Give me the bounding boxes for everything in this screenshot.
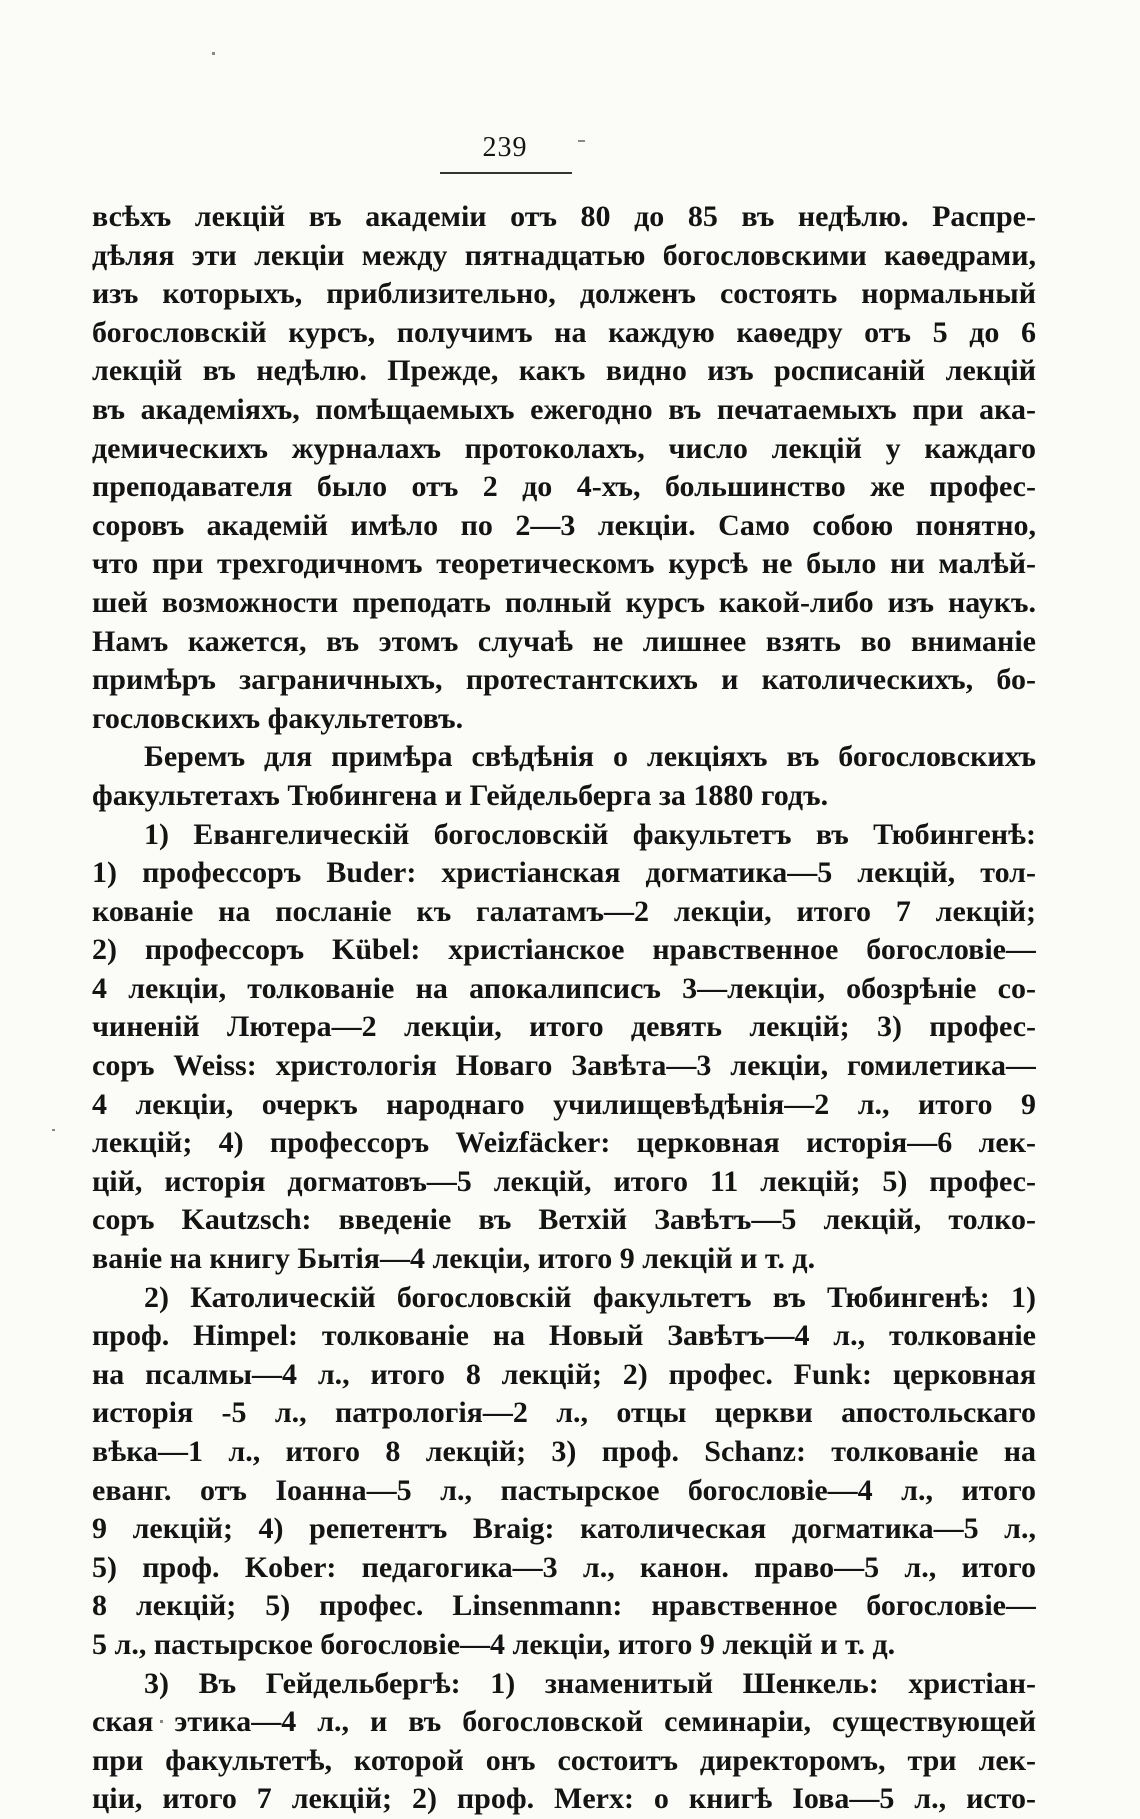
text-line: вѣка—1 л., итого 8 лекцій; 3) проф. Schanz: толкованіе на bbox=[92, 1435, 1036, 1468]
text-line: 2) Католическій богословскій факультетъ въ Тюбингенѣ: 1) bbox=[144, 1280, 1036, 1314]
text-line: факультетахъ Тюбингена и Гейдельберга за 1880 годъ. bbox=[92, 778, 829, 812]
paragraph-4 bbox=[92, 1279, 1036, 1665]
text-line: гословскихъ факультетовъ. bbox=[92, 701, 464, 735]
text-line: дѣляя эти лекціи между пятнадцатью богословскими каѳедрами, bbox=[92, 238, 1036, 272]
text-line: чиненій Лютера—2 лекціи, итого девять лекцій; 3) профес- bbox=[92, 1010, 1036, 1044]
text-line: богословскій курсъ, получимъ на каждую каѳедру отъ 5 до 6 bbox=[92, 315, 1036, 349]
text-line: 5 л., пастырское богословіе—4 лекціи, итого 9 лекцій и т. д. bbox=[92, 1627, 896, 1661]
text-line: соръ Kautzsch: введеніе въ Ветхій Завѣтъ—5 лекцій, толко- bbox=[92, 1203, 1036, 1237]
text-line: кованіе на посланіе къ галатамъ—2 лекціи, итого 7 лекцій; bbox=[92, 894, 1036, 928]
speck-mark bbox=[578, 140, 585, 142]
paragraph-1 bbox=[92, 198, 1036, 738]
paragraph-2 bbox=[92, 738, 1036, 815]
text-line: на псалмы—4 л., итого 8 лекцій; 2) профес. Funk: церковная bbox=[92, 1357, 1036, 1391]
body-text bbox=[92, 198, 1036, 1819]
text-line: 5) проф. Kober: педагогика—3 л., канон. право—5 л., итого bbox=[92, 1550, 1036, 1584]
text-line: всѣхъ лекцій въ академіи отъ 80 до 85 въ недѣлю. Распре- bbox=[92, 200, 1036, 233]
page-number: 239 bbox=[482, 132, 528, 163]
text-line: примѣръ заграничныхъ, протестантскихъ и католическихъ, бо- bbox=[92, 663, 1036, 697]
text-line: въ академіяхъ, помѣщаемыхъ ежегодно въ печатаемыхъ при ака- bbox=[92, 392, 1036, 426]
speck-mark bbox=[212, 52, 215, 55]
text-line: 1) Евангелическій богословскій факультетъ въ Тюбингенѣ: bbox=[144, 817, 1036, 851]
text-line: соровъ академій имѣло по 2—3 лекціи. Само собою понятно, bbox=[92, 508, 1036, 542]
text-line: демическихъ журналахъ протоколахъ, число лекцій у каждаго bbox=[92, 431, 1036, 465]
text-line: 8 лекцій; 5) профес. Linsenmann: нравственное богословіе— bbox=[92, 1589, 1036, 1623]
text-line: Беремъ для примѣра свѣдѣнія о лекціяхъ въ богословскихъ bbox=[144, 740, 1036, 774]
text-line: исторія -5 л., патрологія—2 л., отцы церкви апостольскаго bbox=[92, 1396, 1036, 1430]
text-line: Намъ кажется, въ этомъ случаѣ не лишнее взять во вниманіе bbox=[92, 624, 1036, 658]
text-line: лекцій; 4) профессоръ Weizfäcker: церковная исторія—6 лек- bbox=[92, 1126, 1036, 1160]
text-line: ская этика—4 л., и въ богословской семинаріи, существующей bbox=[92, 1705, 1036, 1739]
text-line: цій, исторія догматовъ—5 лекцій, итого 11 лекцій; 5) профес- bbox=[92, 1164, 1036, 1198]
text-line: 2) профессоръ Kübel: христіанское нравственное богословіе— bbox=[92, 933, 1036, 967]
text-line: 4 лекціи, очеркъ народнаго училищевѣдѣнія—2 л., итого 9 bbox=[92, 1087, 1036, 1121]
speck-mark bbox=[52, 1129, 55, 1131]
page-number-rule bbox=[440, 172, 572, 174]
text-line: ваніе на книгу Бытія—4 лекціи, итого 9 лекцій и т. д. bbox=[92, 1242, 816, 1276]
text-line: соръ Weiss: христологія Новаго Завѣта—3 лекціи, гомилетика— bbox=[92, 1049, 1036, 1083]
text-line: ціи, итого 7 лекцій; 2) проф. Merx: о книгѣ Іова—5 л., исто- bbox=[92, 1782, 1036, 1816]
text-line: проф. Himpel: толкованіе на Новый Завѣтъ—4 л., толкованіе bbox=[92, 1319, 1036, 1353]
text-line: при факультетѣ, которой онъ состоитъ директоромъ, три лек- bbox=[92, 1743, 1036, 1777]
text-line: преподавателя было отъ 2 до 4-хъ, большинство же профес- bbox=[92, 470, 1036, 504]
text-line: 4 лекціи, толкованіе на апокалипсисъ 3—лекціи, обозрѣніе со- bbox=[92, 971, 1036, 1005]
text-line: 1) профессоръ Buder: христіанская догматика—5 лекцій, тол- bbox=[92, 856, 1036, 890]
paragraph-3 bbox=[92, 816, 1036, 1279]
text-line: лекцій въ недѣлю. Прежде, какъ видно изъ росписаній лекцій bbox=[92, 354, 1036, 388]
text-line: 9 лекцій; 4) репетентъ Braig: католическая догматика—5 л., bbox=[92, 1512, 1036, 1546]
text-line: что при трехгодичномъ теоретическомъ курсѣ не было ни малѣй- bbox=[92, 547, 1036, 581]
text-line: изъ которыхъ, приблизительно, долженъ состоять нормальный bbox=[92, 277, 1036, 311]
paragraph-5 bbox=[92, 1665, 1036, 1819]
text-line: шей возможности преподать полный курсъ какой-либо изъ наукъ. bbox=[92, 585, 1036, 619]
text-line: еванг. отъ Іоанна—5 л., пастырское богословіе—4 л., итого bbox=[92, 1473, 1036, 1507]
text-line: 3) Въ Гейдельбергѣ: 1) знаменитый Шенкель: христіан- bbox=[144, 1666, 1036, 1700]
